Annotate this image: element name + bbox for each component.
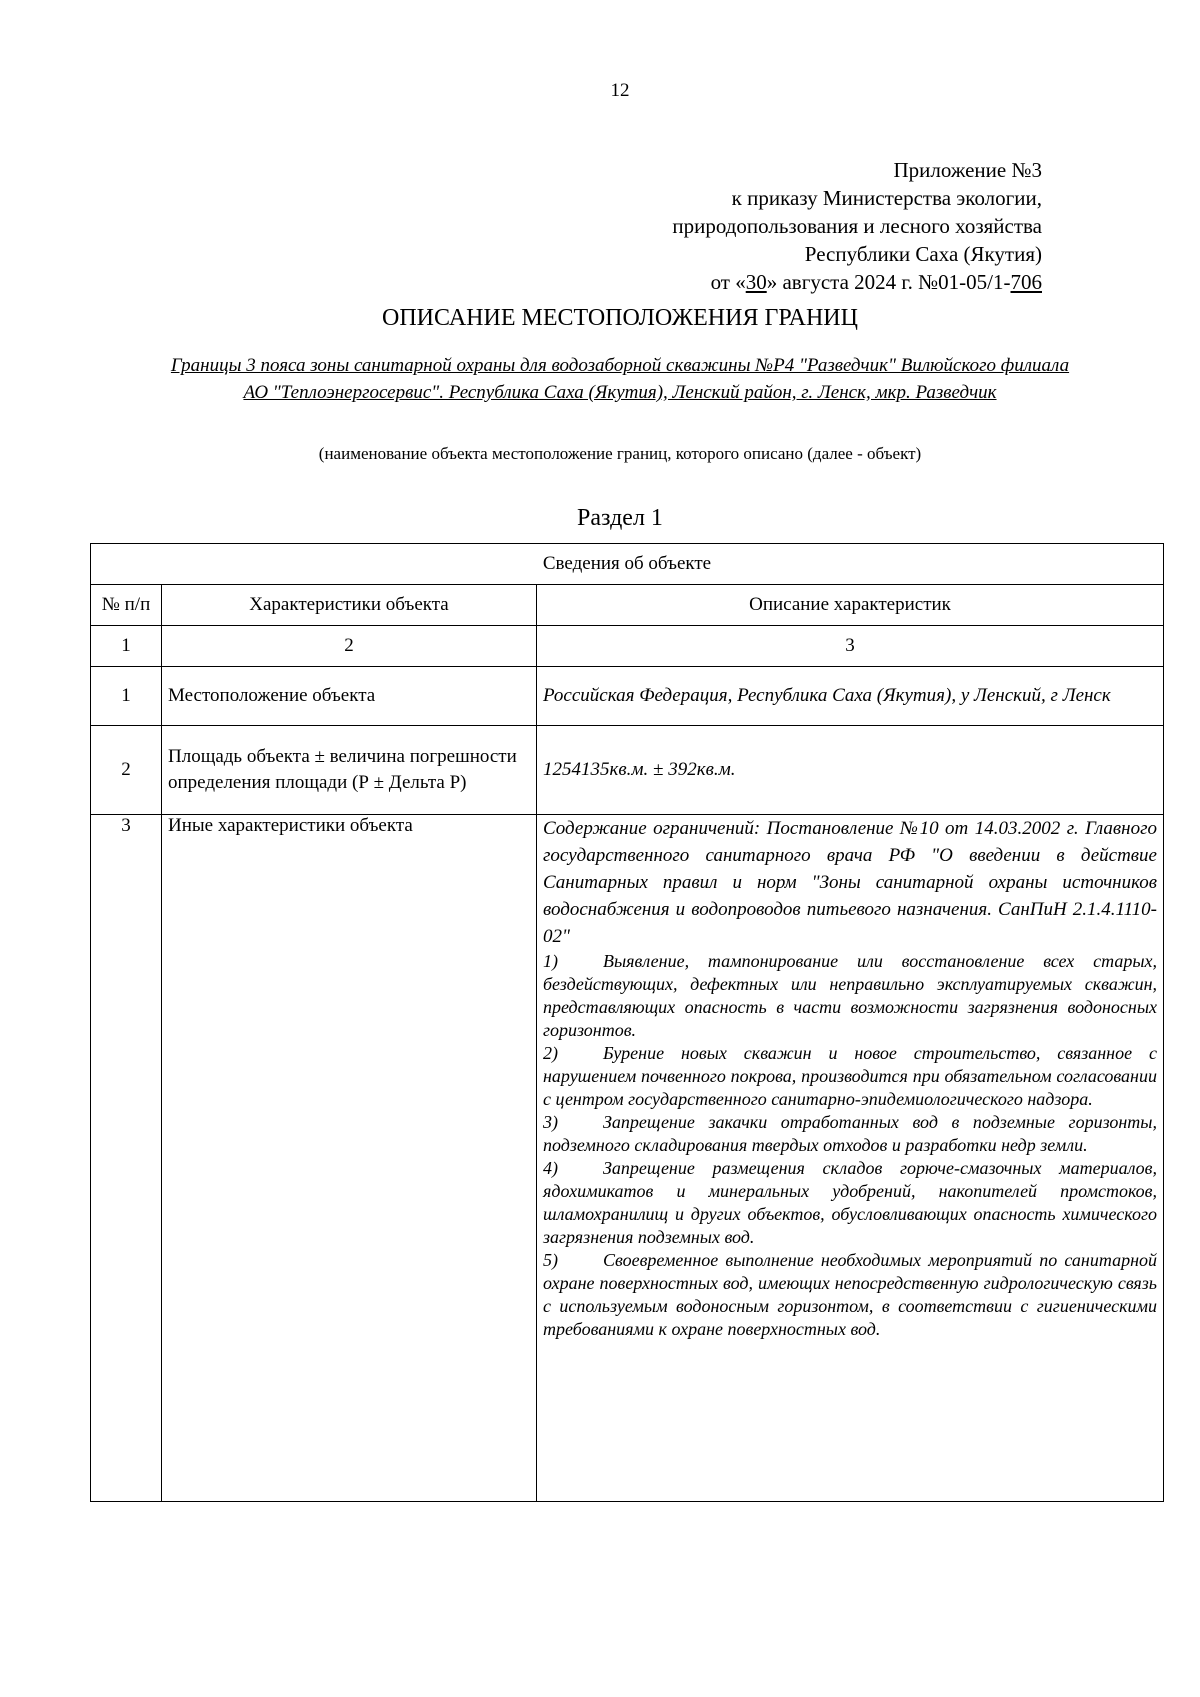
row-number: 2 [91,726,162,815]
appendix-header [672,156,1042,296]
row-characteristic: Местоположение объекта [162,667,537,726]
restriction-item [543,1249,1157,1341]
restriction-number: 1) [543,951,558,971]
column-number-row [91,626,1164,667]
table-row [91,667,1164,726]
appendix-order-ref: к приказу Министерства экологии, [731,186,1042,210]
section-title: Раздел 1 [577,505,663,531]
restriction-text: Своевременное выполнение необходимых мероприятий по санитарной охране поверхностных вод, имеющих непосредственную гидрологическую связь с используемым водоносным горизонтом, в соответствии с гигиеническими требованиями к охране поверхностных вод. [543,1250,1157,1339]
row-description: 1254135кв.м. ± 392кв.м. [537,726,1164,815]
restriction-item [543,1111,1157,1157]
date-middle: » августа 2024 г. №01-05/1- [766,270,1011,294]
column-number: 3 [537,626,1164,667]
appendix-date-line [672,268,1042,296]
order-number: 706 [1010,270,1042,294]
table-row [91,726,1164,815]
restrictions-cell [537,815,1164,1502]
row-characteristic: Иные характеристики объекта [162,815,537,1502]
restrictions-intro: Содержание ограничений: Постановление №10 от 14.03.2002 г. Главного государственного санитарного врача РФ "О введении в действие Санитарных правил и норм "Зоны санитарной охраны источников водоснабжения и водопроводов питьевого назначения. СанПиН 2.1.4.1110-02" [543,818,1157,947]
restriction-number: 3) [543,1112,558,1132]
restriction-text: Запрещение размещения складов горюче-смазочных материалов, ядохимикатов и минеральных удобрений, накопителей промстоков, шламохранилищ и других объектов, обусловливающих опасность химического загрязнения подземных вод. [543,1158,1157,1247]
row-description: Российская Федерация, Республика Саха (Якутия), у Ленский, г Ленск [537,667,1164,726]
table-caption-row [91,544,1164,585]
table-header-row [91,585,1164,626]
appendix-ministry: природопользования и лесного хозяйства [672,214,1042,238]
restriction-item [543,950,1157,1042]
restriction-number: 2) [543,1043,558,1063]
object-info-table [90,543,1164,1502]
row-characteristic: Площадь объекта ± величина погрешности определения площади (Р ± Дельта Р) [162,726,537,815]
header-description: Описание характеристик [537,585,1164,626]
object-name: Границы 3 пояса зоны санитарной охраны для водозаборной скважины №Р4 "Разведчик" Вилюйского филиала АО "Теплоэнергосервис". Республика Саха (Якутия), Ленский район, г. Ленск, мкр. Разведчик [170,355,1070,403]
header-characteristics: Характеристики объекта [162,585,537,626]
column-number: 1 [91,626,162,667]
restriction-text: Выявление, тампонирование или восстановление всех старых, бездействующих, дефектных или неправильно эксплуатируемых скважин, представляющих опасность в части возможности загрязнения водоносных горизонтов. [543,951,1157,1040]
restriction-text: Бурение новых скважин и новое строительство, связанное с нарушением почвенного покрова, производится при обязательном согласовании с центром государственного санитарно-эпидемиологического надзора. [543,1043,1157,1109]
appendix-title: Приложение №3 [893,158,1042,182]
object-name-caption: (наименование объекта местоположение границ, которого описано (далее - объект) [318,444,922,463]
date-day: 30 [745,270,767,294]
table-caption: Сведения об объекте [91,544,1164,585]
page-number: 12 [610,80,630,101]
restriction-number: 4) [543,1158,558,1178]
restriction-text: Запрещение закачки отработанных вод в подземные горизонты, подземного складирования твердых отходов и разработки недр земли. [543,1112,1157,1155]
table-row [91,815,1164,1502]
appendix-republic: Республики Саха (Якутия) [804,242,1042,266]
date-prefix: от « [710,270,746,294]
header-number: № п/п [91,585,162,626]
column-number: 2 [162,626,537,667]
row-number: 3 [91,815,162,1502]
row-number: 1 [91,667,162,726]
restriction-number: 5) [543,1250,558,1270]
restriction-item [543,1157,1157,1249]
document-title: ОПИСАНИЕ МЕСТОПОЛОЖЕНИЯ ГРАНИЦ [382,305,858,331]
restriction-item [543,1042,1157,1111]
